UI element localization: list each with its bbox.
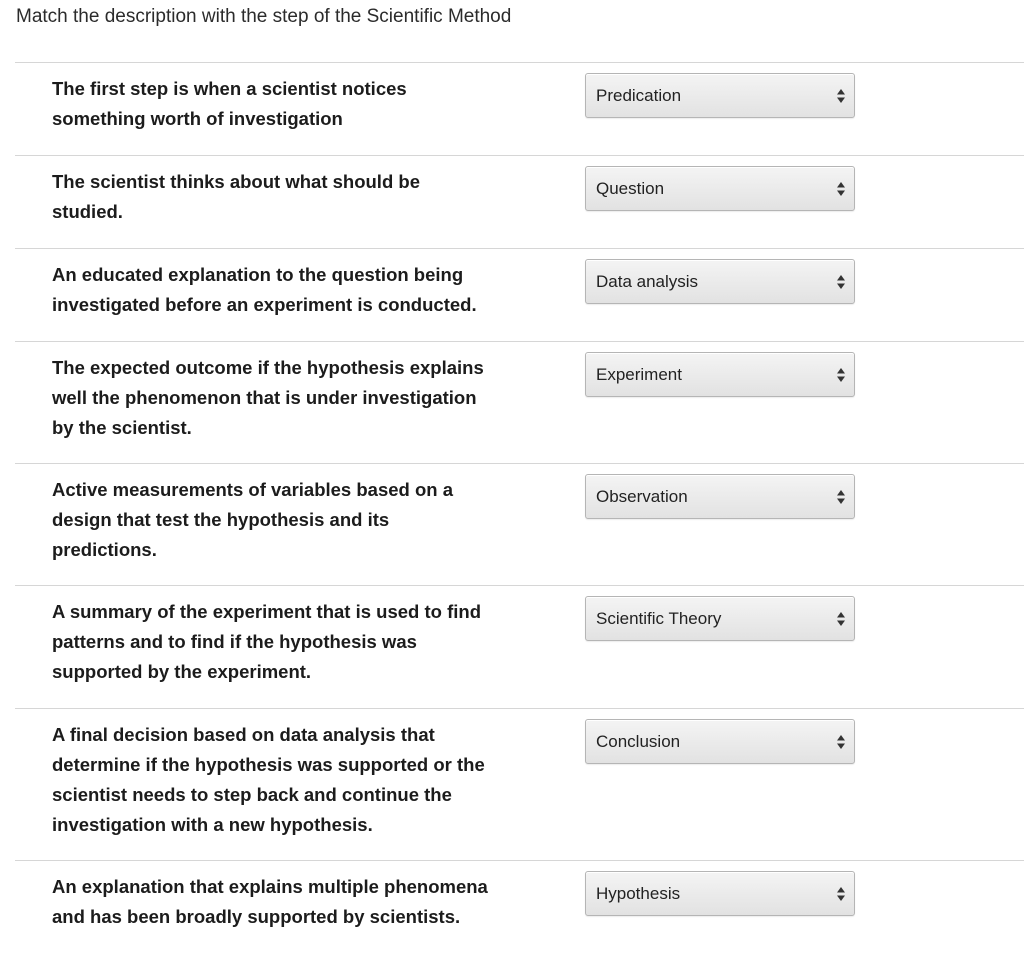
updown-arrows-icon <box>836 489 846 505</box>
row-description: The expected outcome if the hypothesis explains well the phenomenon that is under investigation by the scientist. <box>52 357 484 438</box>
row-description: An educated explanation to the question being investigated before an experiment is conducted. <box>52 264 477 315</box>
matching-row <box>15 860 1024 975</box>
step-select[interactable] <box>585 166 855 211</box>
row-description: A final decision based on data analysis that determine if the hypothesis was supported or the scientist needs to step back and continue the investigation with a new hypothesis. <box>52 724 485 835</box>
matching-row <box>15 463 1024 585</box>
step-select-value: Experiment <box>596 365 682 384</box>
row-description: An explanation that explains multiple phenomena and has been broadly supported by scientists. <box>52 876 488 927</box>
updown-arrows-icon <box>836 181 846 197</box>
row-description: Active measurements of variables based on a design that test the hypothesis and its predictions. <box>52 479 454 560</box>
updown-arrows-icon <box>836 886 846 902</box>
updown-arrows-icon <box>836 367 846 383</box>
matching-row <box>15 248 1024 341</box>
step-select[interactable] <box>585 474 855 519</box>
step-select[interactable] <box>585 352 855 397</box>
matching-list <box>15 62 1024 975</box>
step-select[interactable] <box>585 871 855 916</box>
updown-arrows-icon <box>836 274 846 290</box>
matching-row <box>15 62 1024 155</box>
step-select-value: Predication <box>596 86 682 105</box>
updown-arrows-icon <box>836 734 846 750</box>
row-description: The scientist thinks about what should be studied. <box>52 171 420 222</box>
row-description: A summary of the experiment that is used to find patterns and to find if the hypothesis was supported by the experiment. <box>52 601 481 682</box>
step-select-value: Question <box>596 179 665 198</box>
step-select[interactable] <box>585 259 855 304</box>
step-select[interactable] <box>585 73 855 118</box>
question-prompt: Match the description with the step of the Scientific Method <box>16 6 512 27</box>
step-select-value: Hypothesis <box>596 884 681 903</box>
matching-row <box>15 708 1024 860</box>
updown-arrows-icon <box>836 88 846 104</box>
matching-row <box>15 341 1024 463</box>
updown-arrows-icon <box>836 611 846 627</box>
step-select-value: Observation <box>596 487 688 506</box>
row-description: The first step is when a scientist notices something worth of investigation <box>52 78 407 129</box>
step-select[interactable] <box>585 719 855 764</box>
step-select[interactable] <box>585 596 855 641</box>
step-select-value: Conclusion <box>596 732 681 751</box>
step-select-value: Data analysis <box>596 272 699 291</box>
matching-row <box>15 585 1024 708</box>
matching-row <box>15 155 1024 248</box>
step-select-value: Scientific Theory <box>596 609 722 628</box>
